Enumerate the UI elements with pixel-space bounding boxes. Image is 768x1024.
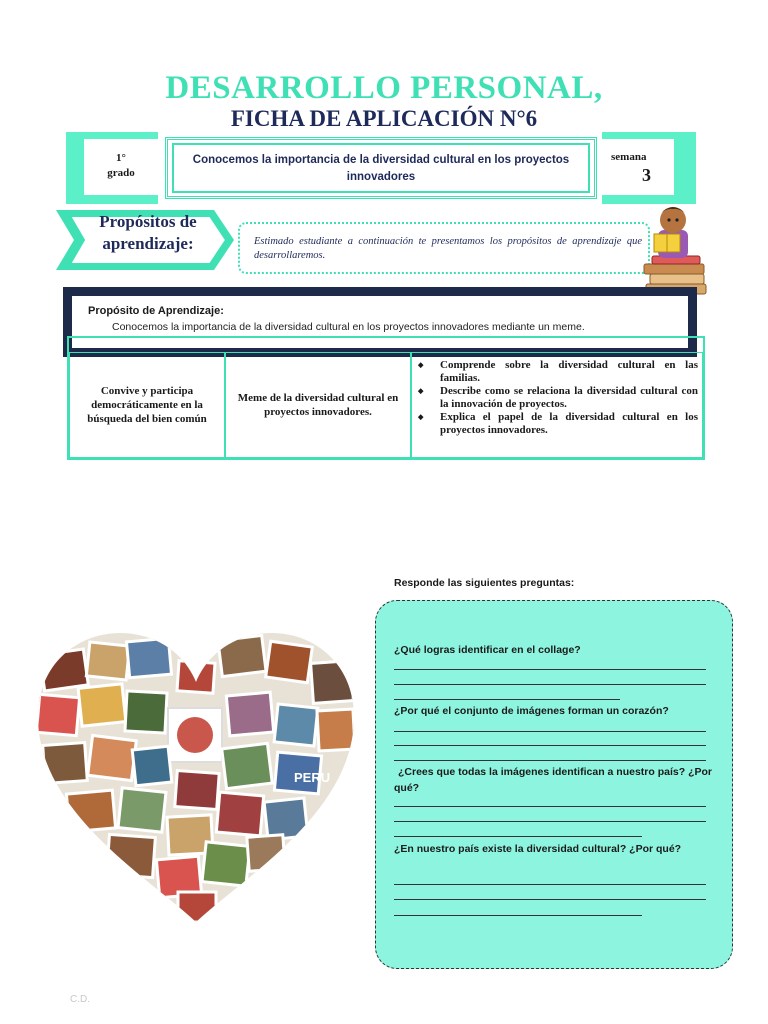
- propositos-banner-text: [74, 211, 222, 255]
- grado-label: grado: [107, 167, 135, 179]
- criterio-item: ◆ Comprende sobre la diversidad cultural en las familias.: [412, 359, 698, 384]
- answer-line[interactable]: [394, 731, 706, 732]
- answer-line[interactable]: [394, 684, 706, 685]
- question-3: ¿Crees que todas la imágenes identifican a nuestro país? ¿Por qué?: [394, 766, 712, 794]
- page-subtitle: FICHA DE APLICACIÓN N°6: [230, 106, 538, 131]
- criterios-list: [412, 359, 698, 436]
- topic-title: Conocemos la importancia de la diversidad cultural en los proyectos innovadores: [172, 143, 590, 193]
- table-cell-competencia: [69, 352, 225, 458]
- competencia-text: Convive y participa democráticamente en la búsqueda del bien común: [87, 385, 207, 425]
- answer-line[interactable]: [394, 915, 642, 916]
- answer-line[interactable]: [394, 899, 706, 900]
- question-2: ¿Por qué el conjunto de imágenes forman un corazón?: [394, 705, 669, 717]
- evidencia-text: Meme de la diversidad cultural en proyectos innovadores.: [237, 392, 399, 418]
- criterio-item: ◆ Explica el papel de la diversidad cultural en los proyectos innovadores.: [412, 411, 698, 436]
- answer-line[interactable]: [394, 745, 706, 746]
- question-4: ¿En nuestro país existe la diversidad cultural? ¿Por qué?: [394, 843, 682, 855]
- footer-text: C.D.: [70, 994, 90, 1005]
- answer-line[interactable]: [394, 836, 642, 837]
- criterio-item: ◆ Describe como se relaciona la diversidad cultural con la innovación de proyectos.: [412, 385, 698, 410]
- answer-line[interactable]: [394, 760, 706, 761]
- questions-intro: Responde las siguientes preguntas:: [394, 577, 575, 589]
- banner-line2: aprendizaje:: [102, 234, 194, 253]
- grado-cell: [84, 139, 158, 195]
- answer-line[interactable]: [394, 699, 620, 700]
- semana-number: 3: [642, 165, 651, 185]
- collage-sign-text: PERU: [294, 770, 331, 785]
- question-1: ¿Qué logras identificar en el collage?: [394, 644, 581, 656]
- heart-collage-image: [28, 622, 364, 928]
- semana-label: semana: [611, 151, 647, 163]
- proposito-heading: Propósito de Aprendizaje:: [88, 305, 224, 317]
- answer-line[interactable]: [394, 806, 706, 807]
- answer-line[interactable]: [394, 669, 706, 670]
- intro-text: Estimado estudiante a continuación te presentamos los propósitos de aprendizaje que desarrollaremos.: [238, 222, 650, 274]
- semana-cell: [602, 139, 674, 195]
- answer-line[interactable]: [394, 884, 706, 885]
- proposito-text: Conocemos la importancia de la diversidad cultural en los proyectos innovadores mediante un meme.: [112, 321, 585, 333]
- table-cell-criterios: [411, 352, 703, 458]
- page-title: DESARROLLO PERSONAL,: [165, 70, 603, 106]
- banner-line1: Propósitos de: [99, 212, 197, 231]
- grado-number: 1°: [116, 152, 126, 164]
- reading-child-icon: [640, 200, 710, 298]
- answer-line[interactable]: [394, 821, 706, 822]
- table-cell-evidencia: [225, 352, 411, 458]
- competencias-table: [67, 336, 705, 460]
